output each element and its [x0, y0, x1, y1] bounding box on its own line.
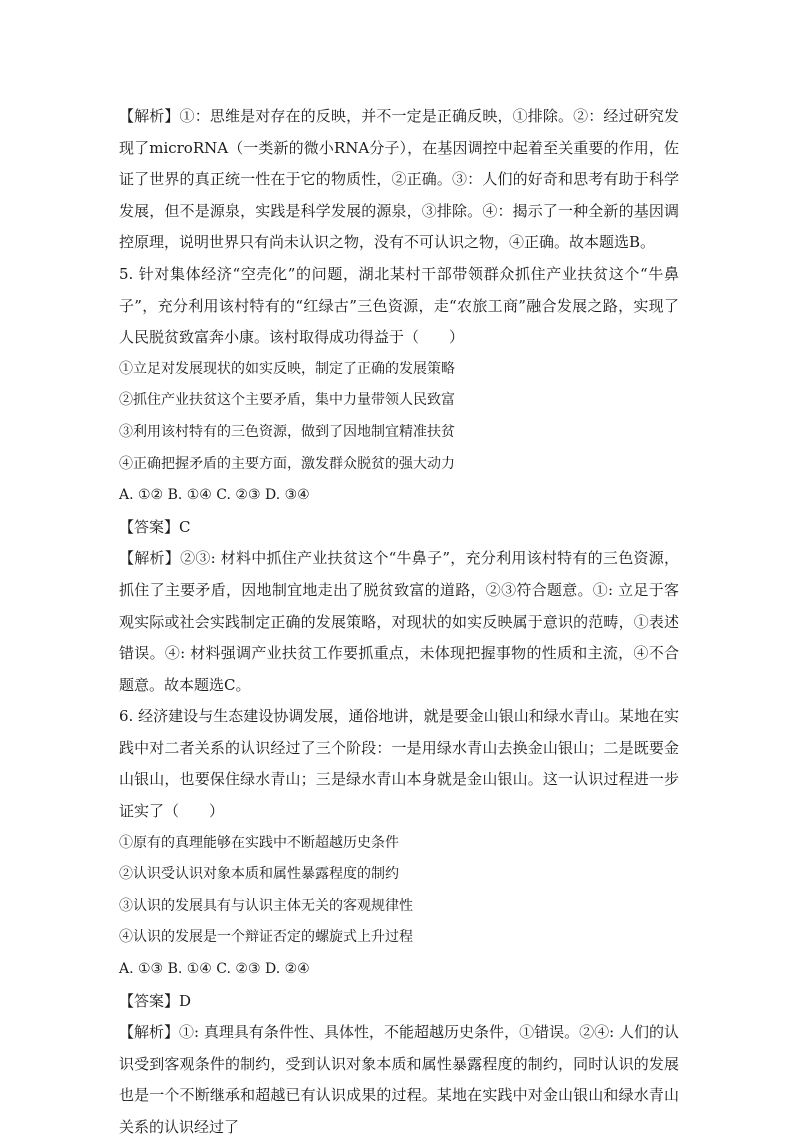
q5-option-3: ③利用该村特有的三色资源，做到了因地制宜精准扶贫	[119, 423, 455, 440]
q6-option-2: ②认识受认识对象本质和属性暴露程度的制约	[119, 866, 399, 883]
q5-choices: A. ①② B. ①④ C. ②③ D. ③④	[119, 487, 310, 504]
analysis-q4: 【解析】①：思维是对存在的反映，并不一定是正确反映，①排除。②：经过研究发现了microRNA（一类新的微小RNA分子），在基因调控中起着至关重要的作用，佐证了世界的真正统一性在于它的物质性，②正确。③：人们的好奇和思考有助于科学发展，但不是源泉，实践是科学发展的源泉，③排除。④：揭示了一种全新的基因调控原理，说明世界只有尚未认识之物，没有不可认识之物，④正确。故本题选B。	[119, 107, 679, 252]
q6-choices: A. ①③ B. ①④ C. ②③ D. ②④	[119, 961, 310, 978]
q6-option-3: ③认识的发展具有与认识主体无关的客观规律性	[119, 897, 413, 914]
analysis-q6: 【解析】①: 真理具有条件性、具体性，不能超越历史条件，①错误。②④: 人们的认识受到客观条件的制约，受到认识对象本质和属性暴露程度的制约，同时认识的发展也是一个不断继承和超越已有认识成果的过程。某地在实践中对金山银山和绿水青山关系的认识经过了	[119, 1023, 679, 1136]
q5-option-4: ④正确把握矛盾的主要方面，激发群众脱贫的强大动力	[119, 455, 455, 472]
question-5-stem: 5. 针对集体经济“空壳化”的问题，湖北某村干部带领群众抓住产业扶贫这个“牛鼻子”，充分利用该村特有的“红绿古”三色资源，走“农旅工商”融合发展之路，实现了人民脱贫致富奔小康。该村取得成功得益于（ ）	[119, 264, 679, 347]
q6-option-4: ④认识的发展是一个辩证否定的螺旋式上升过程	[119, 929, 413, 946]
q5-option-1: ①立足对发展现状的如实反映，制定了正确的发展策略	[119, 360, 455, 377]
question-6-stem: 6. 经济建设与生态建设协调发展，通俗地讲，就是要金山银山和绿水青山。某地在实践中对二者关系的认识经过了三个阶段：一是用绿水青山去换金山银山；二是既要金山银山，也要保住绿水青山；三是绿水青山本身就是金山银山。这一认识过程进一步证实了（ ）	[119, 707, 679, 821]
q5-option-2: ②抓住产业扶贫这个主要矛盾，集中力量带领人民致富	[119, 392, 455, 409]
analysis-q5: 【解析】②③: 材料中抓住产业扶贫这个“牛鼻子”，充分利用该村特有的三色资源，抓住了主要矛盾，因地制宜地走出了脱贫致富的道路，②③符合题意。①: 立足于客观实际或社会实践制定正确的发展策略，对现状的如实反映属于意识的范畴，①表述错误。④: 材料强调产业扶贫工作要抓重点，未体现把握事物的性质和主流，④不合题意。故本题选C。	[119, 549, 679, 694]
q6-option-1: ①原有的真理能够在实践中不断超越历史条件	[119, 834, 399, 851]
document-page	[119, 101, 679, 1144]
q6-answer: 【答案】D	[119, 991, 192, 1010]
q5-answer: 【答案】C	[119, 517, 191, 536]
